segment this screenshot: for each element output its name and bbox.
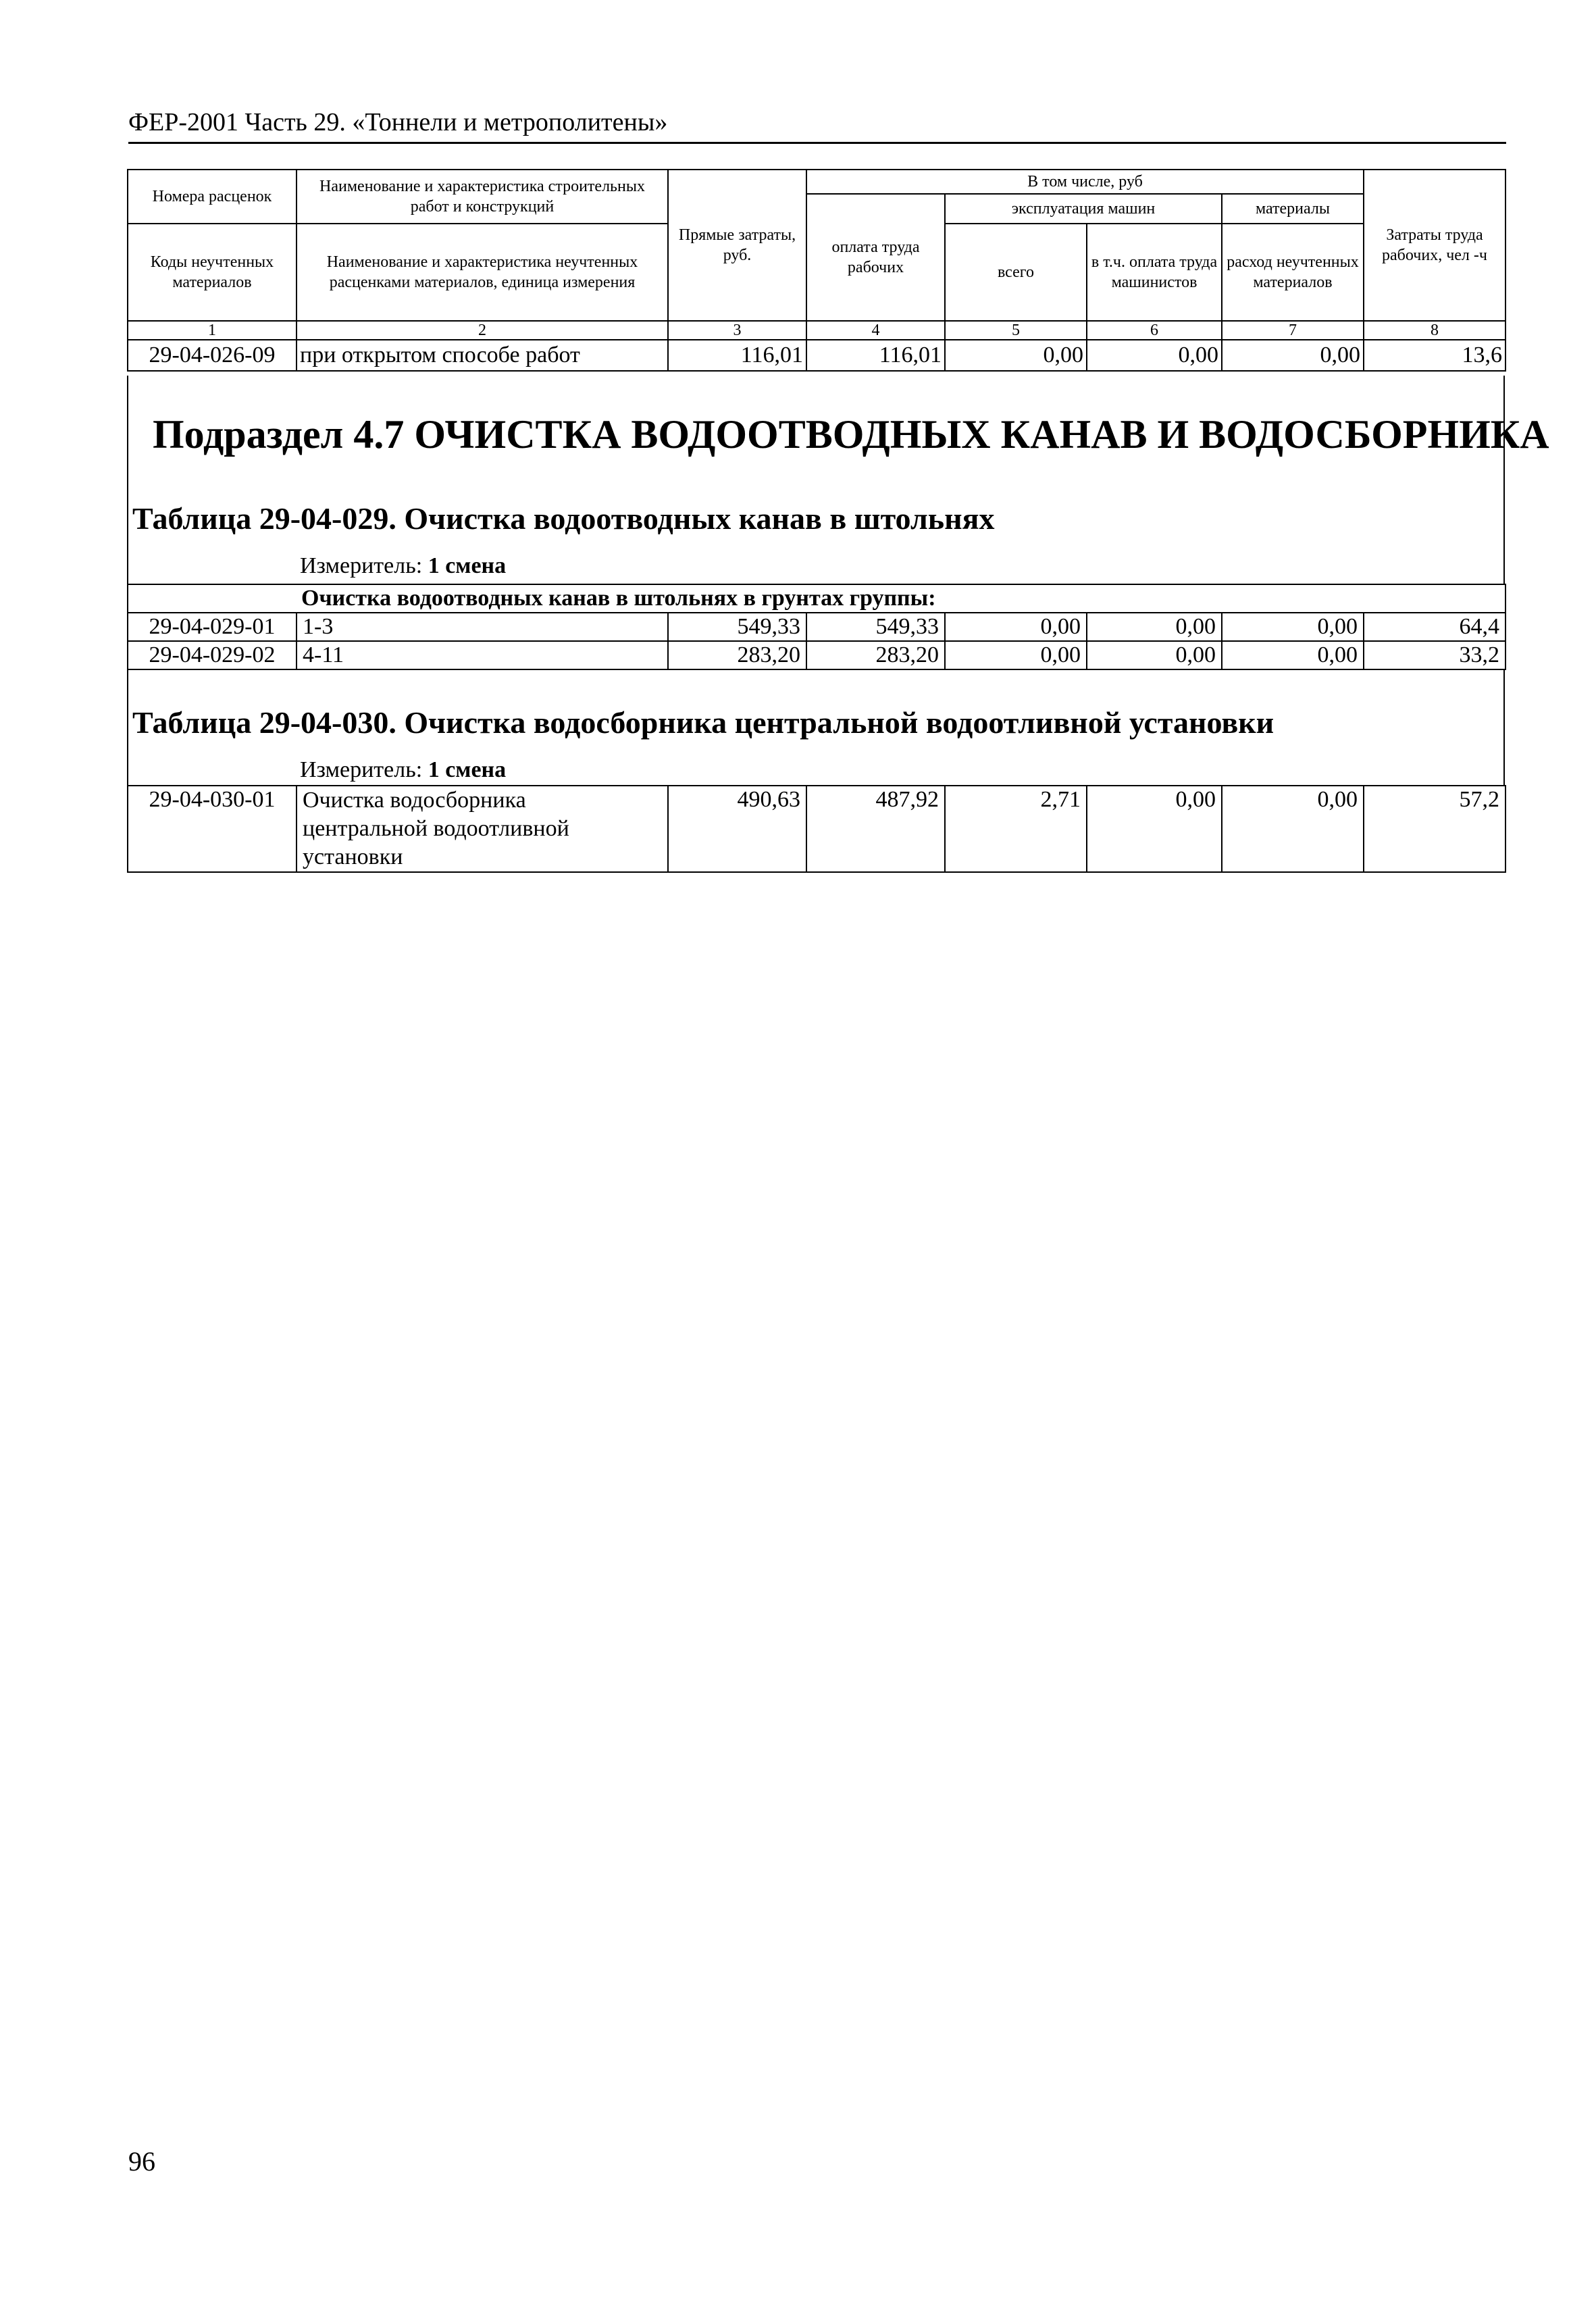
operator-pay: 0,00 <box>1087 786 1222 872</box>
rate-code: 29-04-029-01 <box>128 613 297 641</box>
col-header-materials: материалы <box>1222 194 1364 224</box>
direct-costs: 283,20 <box>668 641 806 669</box>
col-number: 8 <box>1364 321 1505 340</box>
col-header-operator-pay: в т.ч. оплата труда машинистов <box>1087 224 1222 321</box>
col-number: 3 <box>668 321 806 340</box>
machines-total: 0,00 <box>945 613 1087 641</box>
work-name-line: центральной водоотливной <box>303 816 569 841</box>
col-number: 6 <box>1087 321 1222 340</box>
worker-pay: 283,20 <box>806 641 945 669</box>
page-number: 96 <box>128 2146 155 2177</box>
header-rule <box>128 142 1506 144</box>
worker-pay: 487,92 <box>806 786 945 872</box>
machines-total: 0,00 <box>945 340 1087 371</box>
labor-hours: 33,2 <box>1364 641 1505 669</box>
work-name: 1-3 <box>297 613 668 641</box>
col-header-material-names: Наименование и характеристика неучтенных расценками материалов, единица измерения <box>297 224 668 321</box>
col-number: 1 <box>128 321 297 340</box>
rate-code: 29-04-030-01 <box>128 786 297 872</box>
col-number: 2 <box>297 321 668 340</box>
work-name: при открытом способе работ <box>297 340 668 371</box>
table-row <box>128 786 1505 872</box>
worker-pay: 116,01 <box>806 340 945 371</box>
direct-costs: 549,33 <box>668 613 806 641</box>
material-consumption: 0,00 <box>1222 786 1364 872</box>
table-029 <box>127 584 1506 670</box>
material-consumption: 0,00 <box>1222 613 1364 641</box>
operator-pay: 0,00 <box>1087 641 1222 669</box>
work-name <box>297 786 668 872</box>
rate-code: 29-04-029-02 <box>128 641 297 669</box>
machines-total: 2,71 <box>945 786 1087 872</box>
meter-value: 1 смена <box>428 553 507 578</box>
table-row <box>128 613 1505 641</box>
table-row <box>128 340 1505 371</box>
col-header-labor-hours: Затраты труда рабочих, чел -ч <box>1364 170 1505 321</box>
group-title: Очистка водоотводных канав в штольнях в грунтах группы: <box>128 584 1505 613</box>
rate-code: 29-04-026-09 <box>128 340 297 371</box>
direct-costs: 116,01 <box>668 340 806 371</box>
col-number: 4 <box>806 321 945 340</box>
work-name-line: Очистка водосборника <box>303 788 526 813</box>
table-row <box>128 641 1505 669</box>
operator-pay: 0,00 <box>1087 340 1222 371</box>
col-number: 7 <box>1222 321 1364 340</box>
work-name-line: установки <box>303 844 403 869</box>
machines-total: 0,00 <box>945 641 1087 669</box>
table-029-title: Таблица 29-04-029. Очистка водоотводных канав в штольнях <box>132 501 995 536</box>
col-header-rate-numbers: Номера расценок <box>128 170 297 224</box>
col-number: 5 <box>945 321 1087 340</box>
col-header-material-consumption: расход неучтенных материалов <box>1222 224 1364 321</box>
col-header-machines-total: всего <box>945 224 1087 321</box>
material-consumption: 0,00 <box>1222 641 1364 669</box>
labor-hours: 64,4 <box>1364 613 1505 641</box>
col-header-worker-pay: оплата труда рабочих <box>806 194 945 321</box>
col-header-including: В том числе, руб <box>806 170 1364 194</box>
material-consumption: 0,00 <box>1222 340 1364 371</box>
meter-label: Измеритель: <box>300 757 423 782</box>
operator-pay: 0,00 <box>1087 613 1222 641</box>
group-title-row <box>128 584 1505 613</box>
table-030-title: Таблица 29-04-030. Очистка водосборника центральной водоотливной установки <box>132 705 1275 740</box>
subsection-title: Подраздел 4.7 ОЧИСТКА ВОДООТВОДНЫХ КАНАВ И ВОДОСБОРНИКА <box>153 412 1549 457</box>
col-header-work-name: Наименование и характеристика строительных работ и конструкций <box>297 170 668 224</box>
labor-hours: 57,2 <box>1364 786 1505 872</box>
direct-costs: 490,63 <box>668 786 806 872</box>
table-029-meter <box>300 553 506 580</box>
col-header-material-codes: Коды неучтенных материалов <box>128 224 297 321</box>
column-header-table <box>127 169 1506 372</box>
table-030-meter <box>300 757 506 784</box>
meter-value: 1 смена <box>428 757 507 782</box>
col-header-direct-costs: Прямые затраты, руб. <box>668 170 806 321</box>
table-030 <box>127 785 1506 873</box>
page-header: ФЕР-2001 Часть 29. «Тоннели и метрополитены» <box>128 108 668 136</box>
col-header-machine-operation: эксплуатация машин <box>945 194 1222 224</box>
worker-pay: 549,33 <box>806 613 945 641</box>
labor-hours: 13,6 <box>1364 340 1505 371</box>
work-name: 4-11 <box>297 641 668 669</box>
meter-label: Измеритель: <box>300 553 423 578</box>
